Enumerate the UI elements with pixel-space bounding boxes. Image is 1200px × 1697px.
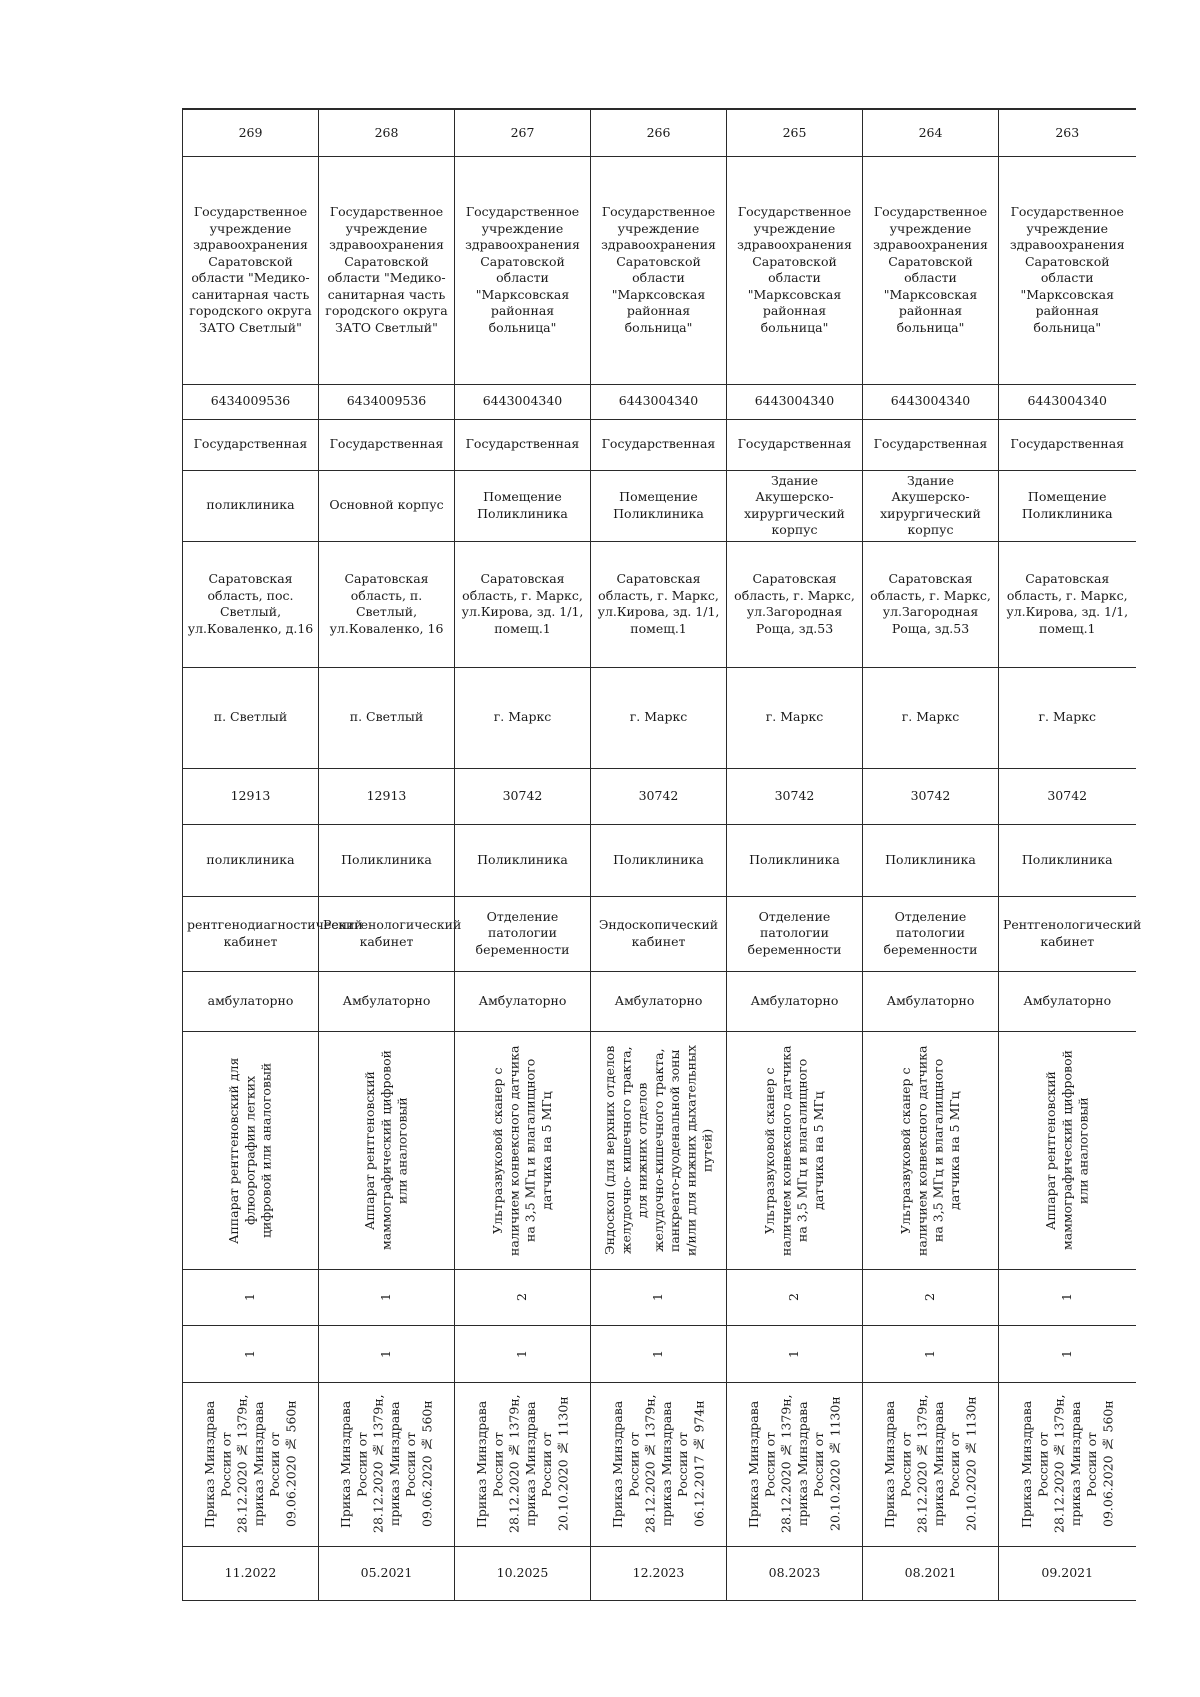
- cell-care-form: Амбулаторно: [319, 971, 455, 1031]
- rotated-text: [1003, 1328, 1132, 1380]
- cell-text: Приказ Минздрава России от 28.12.2020 № 1379н, приказ Минздрава России от 09.06.2020 № 560н: [1018, 1394, 1115, 1534]
- cell-qty-required: [455, 1269, 591, 1325]
- cell-qty-available: [455, 1325, 591, 1382]
- cell-qty-required: [183, 1269, 319, 1325]
- cell-locality: п. Светлый: [183, 667, 319, 768]
- rotated-text: [731, 1272, 858, 1323]
- rotated-text: [323, 1328, 450, 1380]
- cell-address: Саратовская область, пос. Светлый, ул.Коваленко, д.16: [183, 541, 319, 667]
- cell-regulation: [863, 1382, 999, 1546]
- cell-date: 08.2023: [727, 1546, 863, 1600]
- cell-address: Саратовская область, г. Маркс, ул.Загородная Роща, зд.53: [863, 541, 999, 667]
- row-organization: [183, 156, 1136, 384]
- cell-text: Приказ Минздрава России от 28.12.2020 № 1379н, приказ Минздрава России от 09.06.2020 № 560н: [201, 1394, 298, 1534]
- cell-text: Приказ Минздрава России от 28.12.2020 № 1379н, приказ Минздрава России от 20.10.2020 № 1130н: [473, 1394, 570, 1534]
- cell-text: Аппарат рентгеновский маммографический цифровой или аналоговый: [362, 1050, 410, 1250]
- cell-ownership: Государственная: [863, 419, 999, 470]
- rotated-text: [731, 1385, 858, 1544]
- cell-regulation: [455, 1382, 591, 1546]
- cell-date: 05.2021: [319, 1546, 455, 1600]
- cell-text: 1: [1059, 1293, 1075, 1301]
- cell-unit: Поликлиника: [863, 824, 999, 896]
- rotated-text: [595, 1328, 722, 1380]
- cell-organization: Государственное учреждение здравоохранения Саратовской области "Марксовская районная больница": [455, 156, 591, 384]
- cell-text: 1: [242, 1349, 258, 1358]
- cell-unit: Поликлиника: [999, 824, 1136, 896]
- cell-qty-available: [183, 1325, 319, 1382]
- cell-locality: п. Светлый: [319, 667, 455, 768]
- rotated-text: [459, 1034, 586, 1267]
- cell-department: Отделение патологии беременности: [727, 896, 863, 971]
- cell-ownership: Государственная: [727, 419, 863, 470]
- cell-locality: г. Маркс: [999, 667, 1136, 768]
- cell-equipment: [727, 1031, 863, 1269]
- cell-building: Здание Акушерско-хирургический корпус: [727, 470, 863, 541]
- cell-text: 1: [514, 1349, 530, 1358]
- row-regulation: [183, 1382, 1136, 1546]
- cell-date: 10.2025: [455, 1546, 591, 1600]
- cell-department: Эндоскопический кабинет: [591, 896, 727, 971]
- rotated-text: [867, 1385, 994, 1544]
- cell-inn: 6443004340: [455, 384, 591, 419]
- cell-equipment: [591, 1031, 727, 1269]
- cell-text: 2: [786, 1293, 802, 1301]
- rotated-text: [867, 1034, 994, 1267]
- cell-equipment: [319, 1031, 455, 1269]
- rotated-text: [1003, 1034, 1132, 1267]
- cell-regulation: [591, 1382, 727, 1546]
- cell-text: 1: [378, 1349, 394, 1358]
- cell-date: 12.2023: [591, 1546, 727, 1600]
- cell-qty-required: [727, 1269, 863, 1325]
- cell-text: 1: [786, 1349, 802, 1358]
- cell-address: Саратовская область, г. Маркс, ул.Загородная Роща, зд.53: [727, 541, 863, 667]
- cell-unit: Поликлиника: [727, 824, 863, 896]
- cell-number: 269: [183, 109, 319, 156]
- row-address: [183, 541, 1136, 667]
- rotated-text: [323, 1034, 450, 1267]
- cell-number: 265: [727, 109, 863, 156]
- cell-ownership: Государственная: [183, 419, 319, 470]
- cell-equipment: [183, 1031, 319, 1269]
- cell-text: 1: [242, 1293, 258, 1301]
- cell-locality: г. Маркс: [863, 667, 999, 768]
- row-unit: [183, 824, 1136, 896]
- cell-regulation: [183, 1382, 319, 1546]
- cell-address: Саратовская область, г. Маркс, ул.Кирова, зд. 1/1, помещ.1: [455, 541, 591, 667]
- cell-text: 2: [922, 1293, 938, 1301]
- rotated-text: [595, 1034, 722, 1267]
- cell-locality: г. Маркс: [591, 667, 727, 768]
- cell-text: Приказ Минздрава России от 28.12.2020 № 1379н, приказ Минздрава России от 20.10.2020 № 1130н: [745, 1394, 842, 1534]
- cell-organization: Государственное учреждение здравоохранения Саратовской области "Марксовская районная больница": [863, 156, 999, 384]
- cell-address: Саратовская область, г. Маркс, ул.Кирова, зд. 1/1, помещ.1: [999, 541, 1136, 667]
- cell-number: 268: [319, 109, 455, 156]
- cell-unit: Поликлиника: [591, 824, 727, 896]
- cell-regulation: [999, 1382, 1136, 1546]
- cell-organization: Государственное учреждение здравоохранения Саратовской области "Медико-санитарная часть городского округа ЗАТО Светлый": [319, 156, 455, 384]
- cell-organization: Государственное учреждение здравоохранения Саратовской области "Медико-санитарная часть городского округа ЗАТО Светлый": [183, 156, 319, 384]
- cell-text: 1: [650, 1293, 666, 1301]
- cell-number: 266: [591, 109, 727, 156]
- cell-equipment: [863, 1031, 999, 1269]
- cell-building: поликлиника: [183, 470, 319, 541]
- cell-text: 1: [922, 1349, 938, 1358]
- row-population: [183, 768, 1136, 824]
- row-equipment: [183, 1031, 1136, 1269]
- cell-ownership: Государственная: [319, 419, 455, 470]
- cell-text: 1: [650, 1349, 666, 1358]
- rotated-text: [595, 1272, 722, 1323]
- cell-number: 264: [863, 109, 999, 156]
- cell-care-form: Амбулаторно: [863, 971, 999, 1031]
- cell-organization: Государственное учреждение здравоохранения Саратовской области "Марксовская районная больница": [727, 156, 863, 384]
- cell-population: 30742: [727, 768, 863, 824]
- cell-qty-available: [727, 1325, 863, 1382]
- cell-unit: Поликлиника: [455, 824, 591, 896]
- cell-qty-available: [591, 1325, 727, 1382]
- cell-population: 30742: [455, 768, 591, 824]
- rotated-text: [1003, 1385, 1132, 1544]
- row-locality: [183, 667, 1136, 768]
- row-qty-required: [183, 1269, 1136, 1325]
- cell-equipment: [455, 1031, 591, 1269]
- cell-qty-required: [591, 1269, 727, 1325]
- cell-department: Рентгенологический кабинет: [319, 896, 455, 971]
- cell-regulation: [727, 1382, 863, 1546]
- cell-inn: 6443004340: [591, 384, 727, 419]
- rotated-text: [187, 1385, 314, 1544]
- cell-text: Ультразвуковой сканер с наличием конвексного датчика на 3,5 МГц и влагалищного датчика на 5 МГц: [490, 1044, 554, 1256]
- cell-text: Приказ Минздрава России от 28.12.2020 № 1379н, приказ Минздрава России от 20.10.2020 № 1130н: [881, 1394, 978, 1534]
- cell-text: Ультразвуковой сканер с наличием конвексного датчика на 3,5 МГц и влагалищного датчика на 5 МГц: [762, 1044, 826, 1256]
- rotated-text: [731, 1034, 858, 1267]
- cell-building: Помещение Поликлиника: [455, 470, 591, 541]
- cell-care-form: Амбулаторно: [999, 971, 1136, 1031]
- cell-text: 1: [1059, 1349, 1075, 1358]
- rotated-text: [459, 1272, 586, 1323]
- cell-qty-available: [319, 1325, 455, 1382]
- cell-regulation: [319, 1382, 455, 1546]
- cell-text: Приказ Минздрава России от 28.12.2020 № 1379н, приказ Минздрава России от 09.06.2020 № 560н: [337, 1394, 434, 1534]
- cell-text: Аппарат рентгеновский маммографический цифровой или аналоговый: [1042, 1050, 1091, 1250]
- cell-number: 267: [455, 109, 591, 156]
- cell-population: 12913: [319, 768, 455, 824]
- cell-date: 11.2022: [183, 1546, 319, 1600]
- cell-department: Отделение патологии беременности: [863, 896, 999, 971]
- cell-text: Приказ Минздрава России от 28.12.2020 № 1379н, приказ Минздрава России от 06.12.2017 № 974н: [609, 1394, 706, 1534]
- row-building: [183, 470, 1136, 541]
- row-department: [183, 896, 1136, 971]
- row-inn: [183, 384, 1136, 419]
- cell-qty-required: [319, 1269, 455, 1325]
- document-sheet: [182, 108, 1142, 1590]
- rotated-text: [459, 1385, 586, 1544]
- rotated-text: [187, 1272, 314, 1323]
- cell-locality: г. Маркс: [455, 667, 591, 768]
- rotated-text: [323, 1272, 450, 1323]
- cell-date: 08.2021: [863, 1546, 999, 1600]
- cell-address: Саратовская область, п. Светлый, ул.Коваленко, 16: [319, 541, 455, 667]
- rotated-text: [595, 1385, 722, 1544]
- cell-care-form: Амбулаторно: [727, 971, 863, 1031]
- rotated-text: [867, 1272, 994, 1323]
- rotated-text: [1003, 1272, 1132, 1323]
- cell-text: Аппарат рентгеновский для флюорографии легких цифровой или аналоговый: [226, 1056, 274, 1244]
- cell-population: 30742: [863, 768, 999, 824]
- cell-department: рентгенодиагностический кабинет: [183, 896, 319, 971]
- cell-building: Помещение Поликлиника: [999, 470, 1136, 541]
- cell-inn: 6443004340: [999, 384, 1136, 419]
- cell-number: 263: [999, 109, 1136, 156]
- cell-care-form: Амбулаторно: [455, 971, 591, 1031]
- cell-equipment: [999, 1031, 1136, 1269]
- cell-population: 30742: [591, 768, 727, 824]
- row-number: [183, 109, 1136, 156]
- cell-text: Эндоскоп (для верхних отделов желудочно- кишечного тракта, для нижних отделов желудочно-кишечного тракта, панкреато-дуоденальной зоны и/или для нижних дыхательных путей): [601, 1044, 715, 1256]
- cell-qty-available: [999, 1325, 1136, 1382]
- cell-organization: Государственное учреждение здравоохранения Саратовской области "Марксовская районная больница": [591, 156, 727, 384]
- cell-unit: Поликлиника: [319, 824, 455, 896]
- cell-unit: поликлиника: [183, 824, 319, 896]
- equipment-table: [182, 108, 1142, 1601]
- rotated-text: [867, 1328, 994, 1380]
- cell-inn: 6434009536: [183, 384, 319, 419]
- rotated-text: [731, 1328, 858, 1380]
- cell-date: 09.2021: [999, 1546, 1136, 1600]
- row-date: [183, 1546, 1136, 1600]
- cell-ownership: Государственная: [999, 419, 1136, 470]
- rotated-text: [187, 1328, 314, 1380]
- cell-department: Отделение патологии беременности: [455, 896, 591, 971]
- cell-organization: Государственное учреждение здравоохранения Саратовской области "Марксовская районная больница": [999, 156, 1136, 384]
- cell-ownership: Государственная: [455, 419, 591, 470]
- rotated-text: [187, 1034, 314, 1267]
- row-care-form: [183, 971, 1136, 1031]
- cell-care-form: Амбулаторно: [591, 971, 727, 1031]
- cell-care-form: амбулаторно: [183, 971, 319, 1031]
- cell-population: 12913: [183, 768, 319, 824]
- cell-text: Ультразвуковой сканер с наличием конвексного датчика на 3,5 МГц и влагалищного датчика на 5 МГц: [898, 1044, 962, 1256]
- row-ownership: [183, 419, 1136, 470]
- row-qty-available: [183, 1325, 1136, 1382]
- cell-building: Основной корпус: [319, 470, 455, 541]
- cell-address: Саратовская область, г. Маркс, ул.Кирова, зд. 1/1, помещ.1: [591, 541, 727, 667]
- cell-locality: г. Маркс: [727, 667, 863, 768]
- cell-population: 30742: [999, 768, 1136, 824]
- cell-text: 1: [378, 1293, 394, 1301]
- cell-inn: 6434009536: [319, 384, 455, 419]
- cell-text: 2: [514, 1293, 530, 1301]
- cell-inn: 6443004340: [727, 384, 863, 419]
- cell-building: Здание Акушерско-хирургический корпус: [863, 470, 999, 541]
- rotated-text: [459, 1328, 586, 1380]
- cell-qty-available: [863, 1325, 999, 1382]
- cell-department: Рентгенологический кабинет: [999, 896, 1136, 971]
- cell-inn: 6443004340: [863, 384, 999, 419]
- cell-qty-required: [863, 1269, 999, 1325]
- cell-ownership: Государственная: [591, 419, 727, 470]
- cell-qty-required: [999, 1269, 1136, 1325]
- rotated-text: [323, 1385, 450, 1544]
- cell-building: Помещение Поликлиника: [591, 470, 727, 541]
